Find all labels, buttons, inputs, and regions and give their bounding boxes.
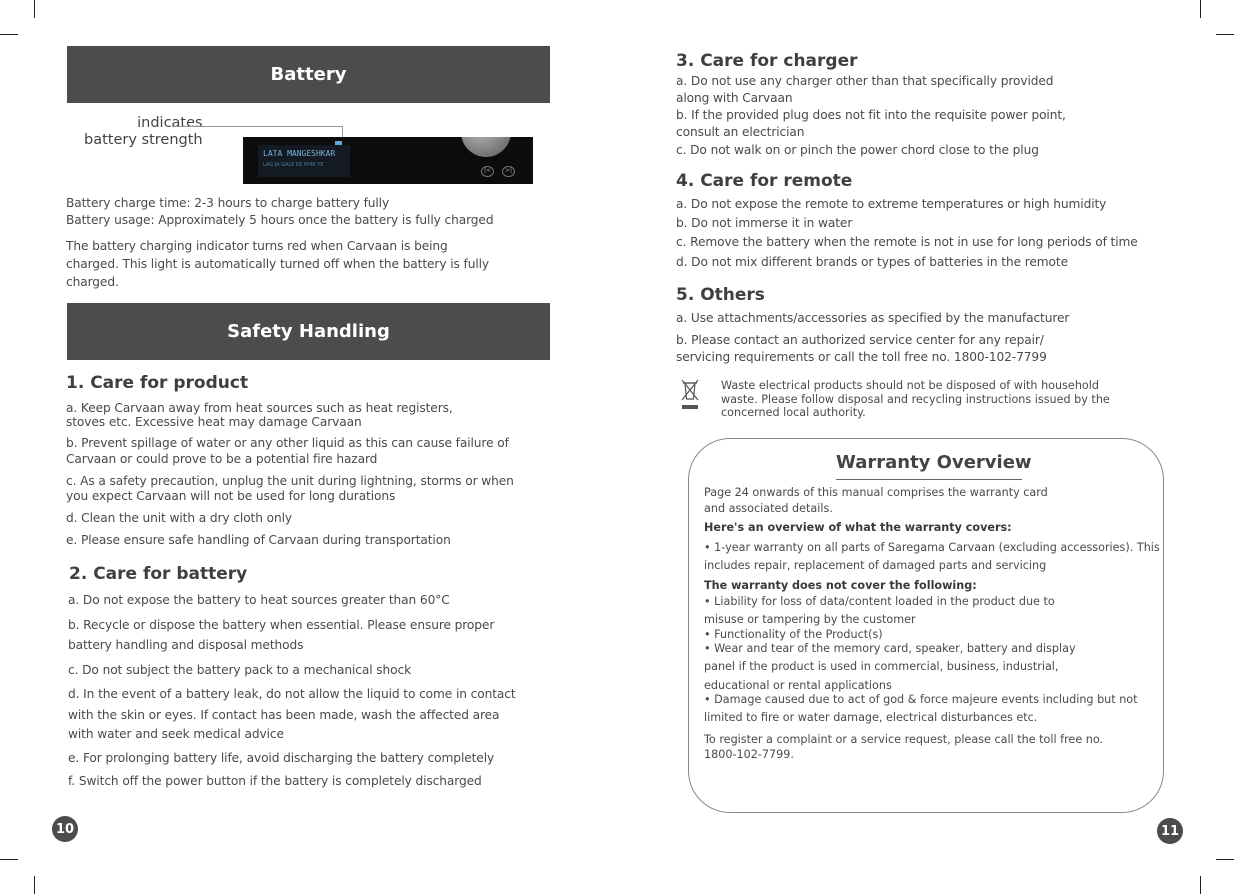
- list-item-line: a. Keep Carvaan away from heat sources such as heat registers,: [66, 401, 453, 415]
- waste-note-line: Waste electrical products should not be disposed of with household: [721, 379, 1099, 392]
- volume-knob: [461, 137, 511, 157]
- warranty-line: 1800-102-7799.: [704, 748, 794, 761]
- warranty-line: Page 24 onwards of this manual comprises the warranty card: [704, 486, 1048, 499]
- list-item-line: Carvaan or could prove to be a potential fire hazard: [66, 452, 378, 466]
- safety-handling-header: [67, 303, 550, 360]
- previous-button-icon: |<: [481, 166, 494, 177]
- list-item-line: with the skin or eyes. If contact has been made, wash the affected area: [68, 708, 500, 722]
- crop-mark: [34, 0, 35, 18]
- carvaan-display-image: [243, 137, 533, 184]
- warranty-line: The warranty does not cover the following:: [704, 579, 977, 592]
- warranty-line: • Functionality of the Product(s): [704, 628, 883, 641]
- warranty-line: Here's an overview of what the warranty covers:: [704, 521, 1012, 534]
- warranty-line: includes repair, replacement of damaged parts and servicing: [704, 559, 1047, 572]
- list-item-line: f. Switch off the power button if the battery is completely discharged: [68, 774, 482, 788]
- list-item-line: a. Do not expose the battery to heat sources greater than 60°C: [68, 593, 450, 607]
- display-line-1: LATA MANGESHKAR: [263, 149, 336, 158]
- list-item-line: c. Do not walk on or pinch the power chord close to the plug: [676, 143, 1039, 157]
- battery-indicator-line: charged. This light is automatically turned off when the battery is fully: [66, 257, 490, 271]
- battery-title: Battery: [270, 64, 347, 85]
- list-item-line: e. Please ensure safe handling of Carvaan during transportation: [66, 533, 451, 547]
- section-heading: 4. Care for remote: [676, 171, 853, 191]
- list-item-line: servicing requirements or call the toll free no. 1800-102-7799: [676, 350, 1047, 364]
- warranty-line: • Damage caused due to act of god & force majeure events including but not: [704, 693, 1138, 706]
- warranty-line: • 1-year warranty on all parts of Saregama Carvaan (excluding accessories). This: [704, 541, 1160, 554]
- warranty-line: misuse or tampering by the customer: [704, 613, 916, 626]
- warranty-line: educational or rental applications: [704, 679, 892, 692]
- list-item-line: battery handling and disposal methods: [68, 638, 304, 652]
- warranty-line: • Liability for loss of data/content loaded in the product due to: [704, 595, 1055, 608]
- crop-mark: [1216, 859, 1234, 860]
- warranty-line: and associated details.: [704, 502, 833, 515]
- list-item-line: a. Do not use any charger other than that specifically provided: [676, 74, 1054, 88]
- warranty-line: limited to fire or water damage, electrical disturbances etc.: [704, 711, 1038, 724]
- weee-bin-icon: [680, 379, 700, 411]
- list-item-line: a. Do not expose the remote to extreme temperatures or high humidity: [676, 197, 1107, 211]
- warranty-line: panel if the product is used in commercial, business, industrial,: [704, 660, 1059, 673]
- section-heading: 2. Care for battery: [69, 564, 248, 584]
- list-item-line: d. In the event of a battery leak, do not allow the liquid to come in contact: [68, 687, 516, 701]
- warranty-title-underline: [836, 479, 1022, 480]
- list-item-line: d. Clean the unit with a dry cloth only: [66, 511, 293, 525]
- crop-mark: [1200, 0, 1201, 18]
- waste-note-line: waste. Please follow disposal and recycling instructions issued by the: [721, 393, 1110, 406]
- indicator-leader-line: [172, 126, 343, 137]
- safety-title: Safety Handling: [227, 321, 390, 342]
- list-item-line: b. Prevent spillage of water or any other liquid as this can cause failure of: [66, 436, 509, 450]
- list-item-line: b. Recycle or dispose the battery when essential. Please ensure proper: [68, 618, 495, 632]
- list-item-line: consult an electrician: [676, 125, 805, 139]
- list-item-line: you expect Carvaan will not be used for long durations: [66, 489, 396, 503]
- list-item-line: c. As a safety precaution, unplug the unit during lightning, storms or when: [66, 474, 514, 488]
- page-number: 11: [1157, 818, 1183, 844]
- section-heading: 1. Care for product: [66, 373, 249, 393]
- next-button-icon: >|: [502, 166, 515, 177]
- section-heading: 5. Others: [676, 285, 765, 305]
- list-item-line: d. Do not mix different brands or types of batteries in the remote: [676, 255, 1068, 269]
- list-item-line: b. If the provided plug does not fit into the requisite power point,: [676, 108, 1066, 122]
- crop-mark: [0, 859, 18, 860]
- warranty-line: To register a complaint or a service request, please call the toll free no.: [704, 733, 1104, 746]
- list-item-line: b. Please contact an authorized service center for any repair/: [676, 333, 1044, 347]
- battery-indicator-line: charged.: [66, 275, 119, 289]
- crop-mark: [34, 876, 35, 894]
- indicator-label-line: indicates: [137, 115, 203, 131]
- battery-info-line: Battery charge time: 2-3 hours to charge battery fully: [66, 196, 390, 210]
- crop-mark: [1216, 34, 1234, 35]
- crop-mark: [0, 34, 18, 35]
- list-item-line: c. Do not subject the battery pack to a mechanical shock: [68, 663, 412, 677]
- battery-header: [67, 46, 550, 103]
- list-item-line: stoves etc. Excessive heat may damage Carvaan: [66, 415, 362, 429]
- display-line-2: LAG JA GALE KE PHIR YE: [263, 162, 324, 168]
- list-item-line: c. Remove the battery when the remote is not in use for long periods of time: [676, 235, 1138, 249]
- warranty-line: • Wear and tear of the memory card, speaker, battery and display: [704, 642, 1076, 655]
- list-item-line: e. For prolonging battery life, avoid discharging the battery completely: [68, 751, 495, 765]
- page-number: 10: [52, 816, 78, 842]
- list-item-line: along with Carvaan: [676, 91, 793, 105]
- waste-note-line: concerned local authority.: [721, 406, 866, 419]
- indicator-label-line: battery strength: [84, 132, 203, 148]
- warranty-title: Warranty Overview: [836, 452, 1032, 473]
- crop-mark: [1200, 876, 1201, 894]
- battery-indicator-line: The battery charging indicator turns red when Carvaan is being: [66, 239, 448, 253]
- battery-info-line: Battery usage: Approximately 5 hours once the battery is fully charged: [66, 213, 494, 227]
- list-item-line: a. Use attachments/accessories as specified by the manufacturer: [676, 311, 1070, 325]
- battery-strength-icon: [335, 141, 342, 145]
- list-item-line: with water and seek medical advice: [68, 727, 284, 741]
- section-heading: 3. Care for charger: [676, 51, 858, 71]
- list-item-line: b. Do not immerse it in water: [676, 216, 853, 230]
